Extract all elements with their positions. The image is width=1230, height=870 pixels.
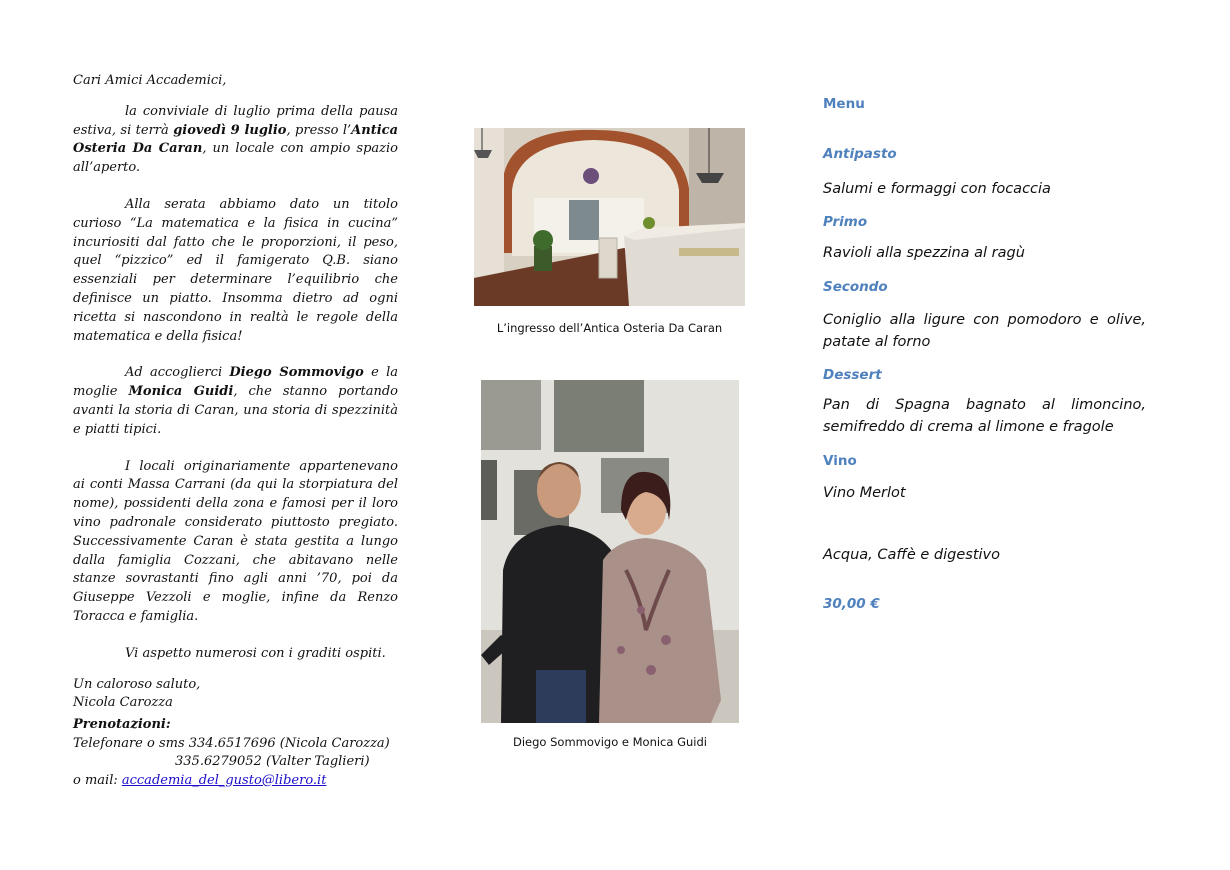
paragraph-invite: Vi aspetto numerosi con i graditi ospiti.	[125, 645, 386, 661]
hosts-portrait-image	[481, 380, 739, 723]
paragraph-theme: Alla serata abbiamo dato un titolo curioso “La matematica e la fisica in cucina” incuriositi dal fatto che le proporzioni, il peso, quel “pizzico” ed il famigerato Q.B. siano essenziali per determinare l’equilibrio che definisce un piatto. Insomma dietro ad ogni ricetta si nascondono in realtà le regole della matematica e della fisica!	[73, 196, 398, 344]
booking-phone-1: Telefonare o sms 334.6517696 (Nicola Carozza)	[73, 735, 390, 751]
menu-vino-heading: Vino	[823, 453, 857, 469]
photo-caption-hosts: Diego Sommovigo e Monica Guidi	[513, 735, 707, 749]
menu-extras: Acqua, Caffè e digestivo	[823, 547, 1001, 563]
host-name-monica: Monica Guidi	[128, 384, 234, 400]
menu-secondo-dish: Coniglio alla ligure con pomodoro e olive, patate al forno	[823, 312, 1146, 350]
dinner-menu	[823, 96, 1146, 612]
event-date: giovedì 9 luglio	[173, 122, 287, 138]
menu-primo-dish: Ravioli alla spezzina al ragù	[823, 245, 1025, 261]
menu-dessert-dish: Pan di Spagna bagnato al limoncino, semifreddo di crema al limone e fragole	[823, 397, 1146, 435]
menu-secondo-heading: Secondo	[823, 279, 888, 295]
paragraph-event: la conviviale di luglio prima della pausa estiva, si terrà giovedì 9 luglio, presso l’Antica Osteria Da Caran, un locale con ampio spazio all’aperto.	[73, 103, 398, 176]
booking-mail: o mail: accademia_del_gusto@libero.it	[73, 772, 327, 788]
greeting: Cari Amici Accademici,	[73, 73, 227, 88]
host-name-diego: Diego Sommovigo	[229, 365, 364, 381]
booking-phone-2: 335.6279052 (Valter Taglieri)	[175, 754, 370, 770]
restaurant-entrance-photo	[474, 128, 745, 306]
menu-vino-item: Vino Merlot	[823, 485, 906, 501]
booking-title: Prenotazioni:	[73, 717, 171, 732]
paragraph-hosts: Ad accoglierci Diego Sommovigo e la moglie Monica Guidi, che stanno portando avanti la storia di Caran, una storia di spezzinità e piatti tipici.	[73, 365, 399, 437]
menu-antipasto-dish: Salumi e formaggi con focaccia	[823, 181, 1051, 197]
restaurant-interior-image	[474, 128, 745, 306]
menu-antipasto-heading: Antipasto	[823, 146, 897, 162]
venue-name: Antica Osteria Da Caran	[73, 122, 398, 157]
closing: Un caloroso saluto,	[73, 676, 201, 692]
hosts-photo	[481, 380, 739, 723]
booking-info	[73, 716, 403, 790]
menu-dessert-heading: Dessert	[823, 367, 882, 383]
photo-caption-entrance: L’ingresso dell’Antica Osteria Da Caran	[496, 321, 723, 335]
invitation-letter	[73, 72, 398, 713]
paragraph-history: I locali originariamente appartenevano ai conti Massa Carrani (da qui la storpiatura del nome), possidenti della zona e famosi per il loro vino padronale considerato piuttosto pregiato. Successivamente Caran è stata gestita a lungo dalla famiglia Cozzani, che abitavano nelle stanze sovrastanti fino agli anni ’70, poi da Giuseppe Vezzoli e moglie, infine da Renzo Toracca e famiglia.	[73, 458, 398, 624]
menu-primo-heading: Primo	[823, 214, 868, 230]
signature: Nicola Carozza	[73, 695, 173, 711]
menu-price: 30,00 €	[823, 596, 880, 612]
menu-title: Menu	[823, 96, 865, 112]
email-link[interactable]: accademia_del_gusto@libero.it	[121, 772, 327, 788]
